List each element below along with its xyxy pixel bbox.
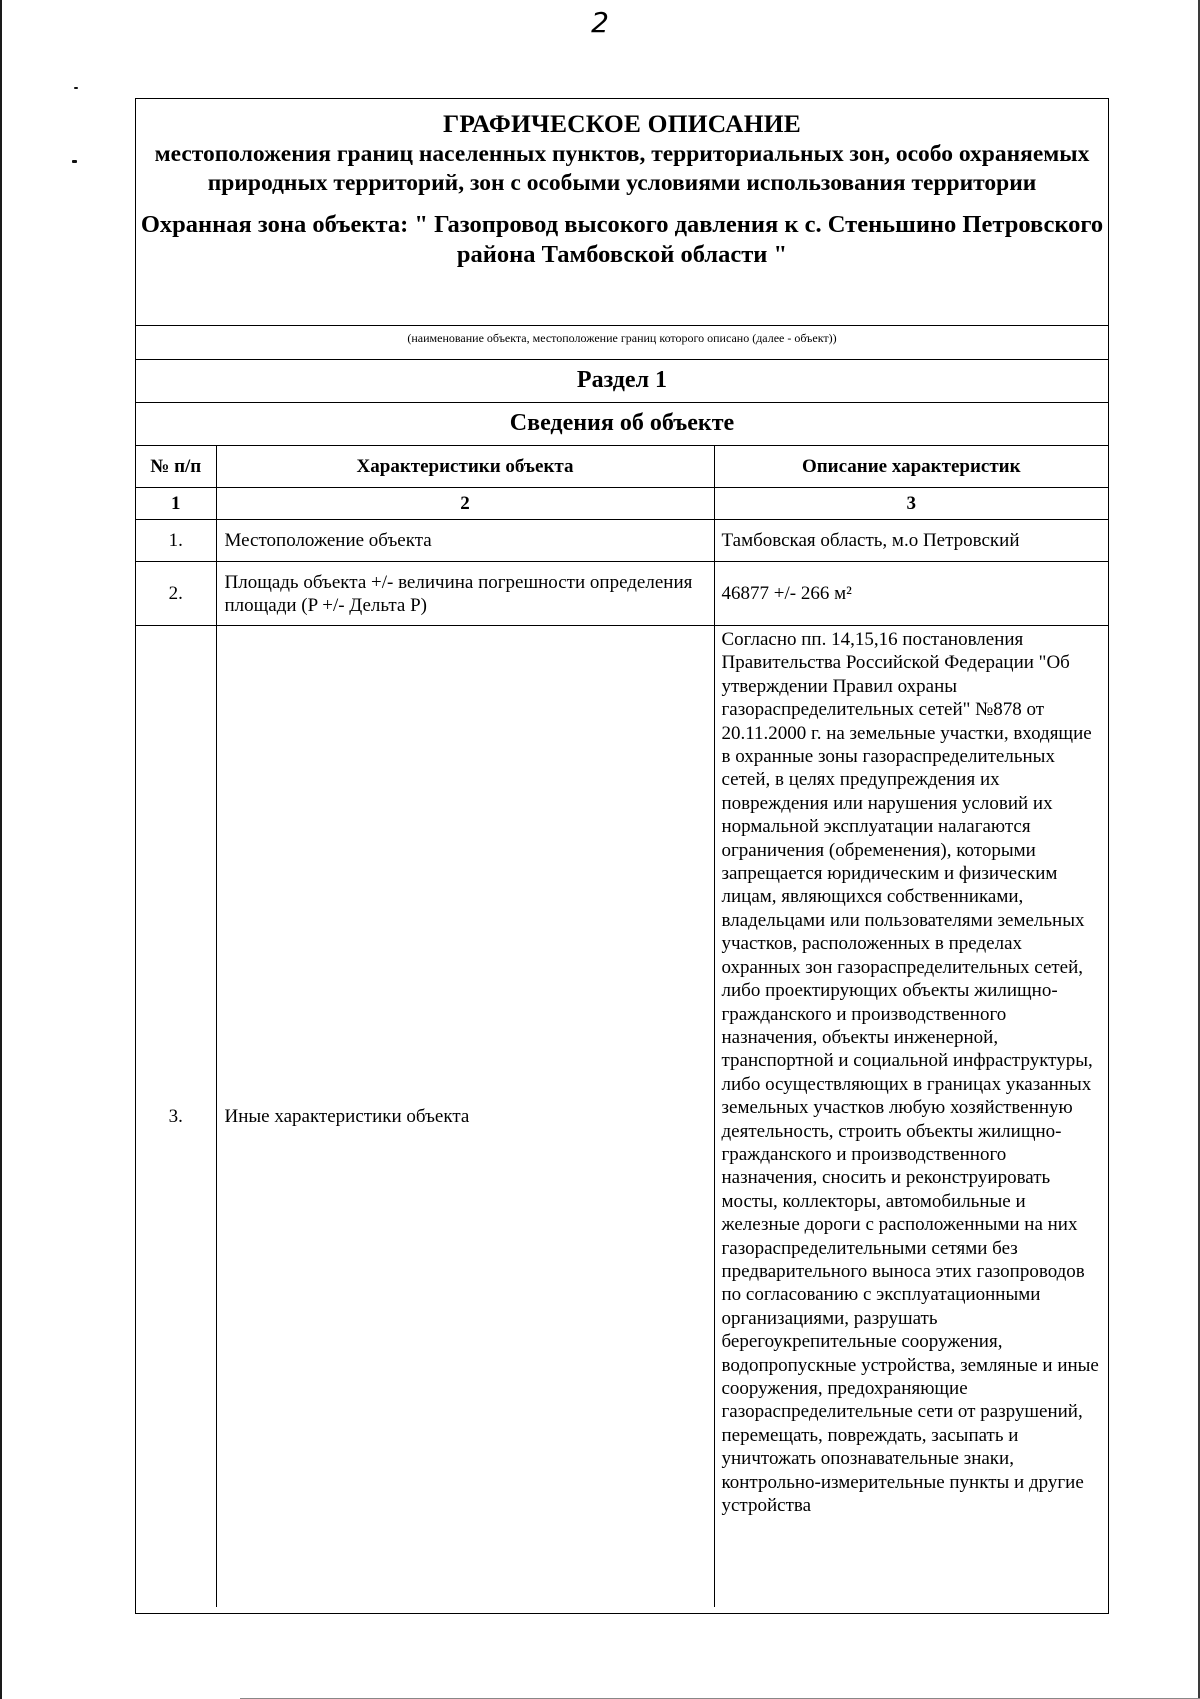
- column-number: 3: [714, 488, 1108, 520]
- table-row: [136, 626, 1108, 1608]
- row-description: Тамбовская область, м.о Петровский: [714, 520, 1108, 562]
- page-number: 2: [591, 6, 609, 39]
- document-subtitle: местоположения границ населенных пунктов, территориальных зон, особо охраняемых природных территорий, зон с особыми условиями использования территории: [154, 141, 1090, 196]
- column-number: 1: [136, 488, 216, 520]
- row-number: 3.: [136, 626, 216, 1608]
- document-title: ГРАФИЧЕСКОЕ ОПИСАНИЕ: [442, 109, 802, 138]
- document-header: [136, 99, 1108, 325]
- row-description: 46877 +/- 266 м²: [714, 562, 1108, 626]
- section-title: Раздел 1: [136, 359, 1108, 402]
- row-number: 2.: [136, 562, 216, 626]
- object-name: Охранная зона объекта: " Газопровод высокого давления к с. Стеньшино Петровского района Тамбовской области ": [140, 211, 1104, 268]
- column-header: Характеристики объекта: [216, 446, 714, 488]
- row-characteristic: Площадь объекта +/- величина погрешности определения площади (P +/- Дельта P): [216, 562, 714, 626]
- scan-speck: [72, 160, 77, 163]
- column-number: 2: [216, 488, 714, 520]
- table-header-row: [136, 446, 1108, 488]
- table-row: [136, 520, 1108, 562]
- scan-speck: [74, 87, 78, 89]
- row-description: Согласно пп. 14,15,16 постановления Правительства Российской Федерации "Об утверждении Правил охраны газораспределительных сетей" №878 от 20.11.2000 г. на земельные участки, входящие в охранные зоны газораспределительных сетей, в целях предупреждения их повреждения или нарушения условий их нормальной эксплуатации налагаются ограничения (обременения), которыми запрещается юридическим и физическим лицам, являющихся собственниками, владельцами или пользователями земельных участков, расположенных в пределах охранных зон газораспределительных сетей, либо проектирующих объекты жилищно-гражданского и производственного назначения, объекты инженерной, транспортной и социальной инфраструктуры, либо осуществляющих в границах указанных земельных участков любую хозяйственную деятельность, строить объекты жилищно-гражданского и производственного назначения, сносить и реконструировать мосты, коллекторы, автомобильные и железные дороги с расположенными на них газораспределительными сетями без предварительного выноса этих газопроводов по согласованию с эксплуатационными организациями, разрушать берегоукрепительные сооружения, водопропускные устройства, земляные и иные сооружения, предохраняющие газораспределительные сети от разрушений, перемещать, повреждать, засыпать и уничтожать опознавательные знаки, контрольно-измерительные пункты и другие устройства: [714, 626, 1108, 1608]
- row-characteristic: Местоположение объекта: [216, 520, 714, 562]
- row-number: 1.: [136, 520, 216, 562]
- object-caption: (наименование объекта, местоположение границ которого описано (далее - объект)): [136, 325, 1108, 359]
- table-row: [136, 562, 1108, 626]
- row-characteristic: Иные характеристики объекта: [216, 626, 714, 1608]
- column-header: № п/п: [136, 446, 216, 488]
- document-frame: [135, 98, 1109, 1614]
- column-header: Описание характеристик: [714, 446, 1108, 488]
- object-info-table: [136, 445, 1108, 1607]
- section-subtitle: Сведения об объекте: [136, 402, 1108, 445]
- column-number-row: [136, 488, 1108, 520]
- scan-edge-left: [0, 0, 2, 1699]
